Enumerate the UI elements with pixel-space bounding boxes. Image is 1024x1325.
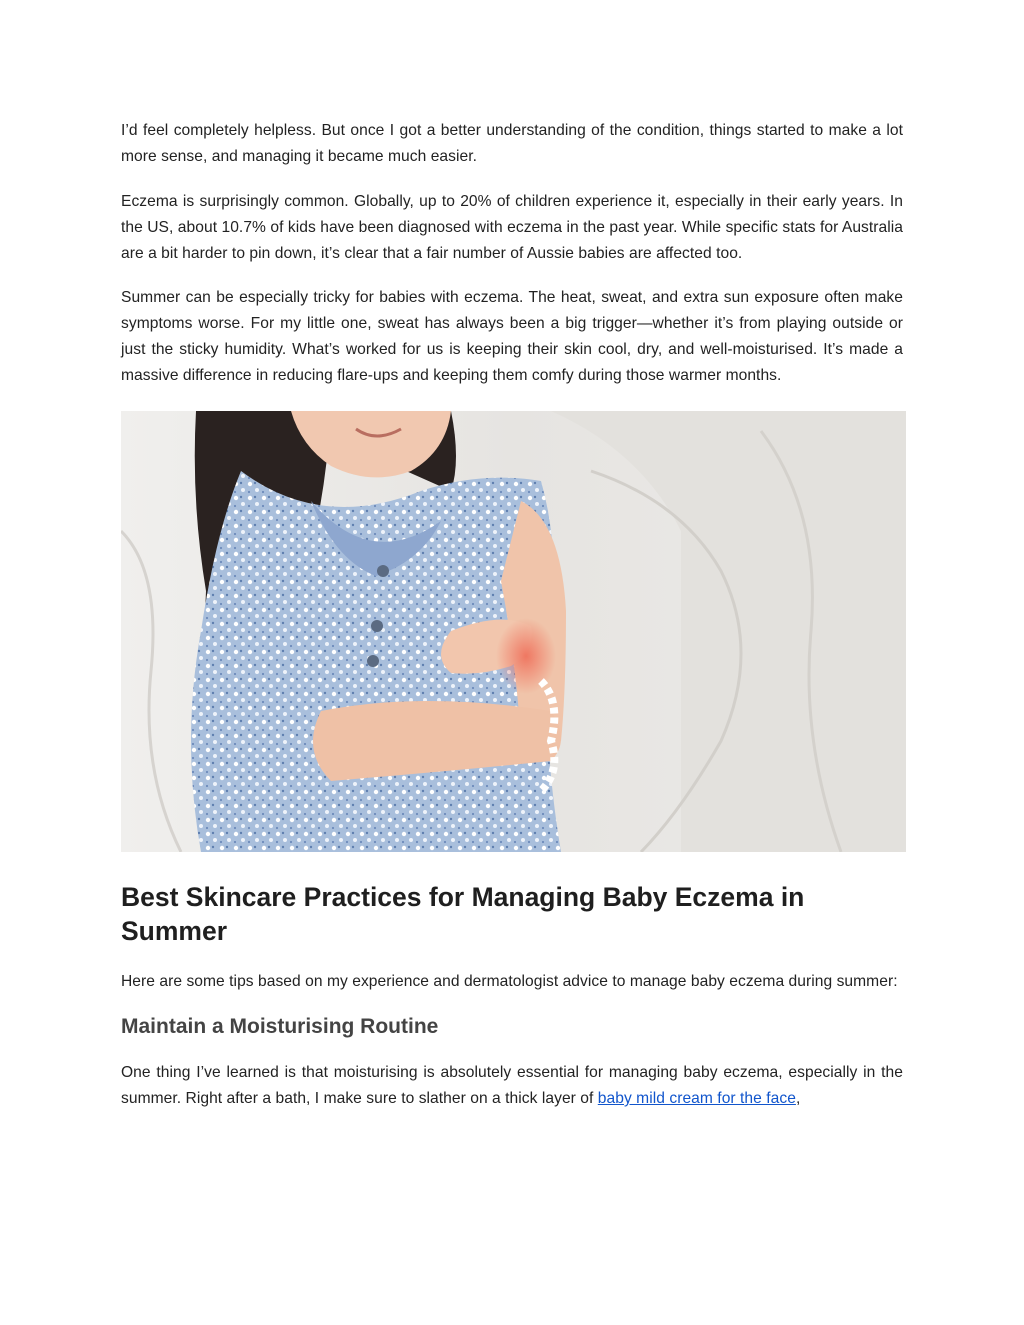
moisturising-text: One thing I’ve learned is that moisturising is absolutely essential for managing baby eczema, especially in the summer. Right after a bath, I make sure to slather on a thick layer of — [121, 1064, 903, 1107]
child-scratching-arm-photo — [121, 411, 906, 852]
eczema-stats-paragraph: Eczema is surprisingly common. Globally, up to 20% of children experience it, especially in their early years. In the US, about 10.7% of kids have been diagnosed with eczema in the past year. While specific stats for Australia are a bit harder to pin down, it’s clear that a fair number of Aussie babies are affected too. — [121, 193, 903, 262]
summer-triggers-paragraph: Summer can be especially tricky for babies with eczema. The heat, sweat, and extra sun exposure often make symptoms worse. For my little one, sweat has always been a big trigger—whether it’s from playing outside or just the sticky humidity. What’s worked for us is keeping their skin cool, dry, and well-moisturised. It’s made a massive difference in reducing flare-ups and keeping them comfy during those warmer months. — [121, 289, 903, 384]
baby-mild-cream-link[interactable]: baby mild cream for the face — [597, 1090, 796, 1107]
moisturising-text-end: , — [795, 1090, 801, 1107]
tips-intro-paragraph: Here are some tips based on my experience and dermatologist advice to manage baby eczema during summer: — [121, 973, 898, 990]
moisturising-paragraph — [121, 1060, 903, 1112]
intro-paragraph: I’d feel completely helpless. But once I got a better understanding of the condition, things started to make a lot more sense, and managing it became much easier. — [121, 122, 903, 165]
document-page — [121, 118, 903, 1130]
moisturising-subheading: Maintain a Moisturising Routine — [121, 1015, 439, 1038]
main-heading: Best Skincare Practices for Managing Baby Eczema in Summer — [121, 882, 805, 946]
